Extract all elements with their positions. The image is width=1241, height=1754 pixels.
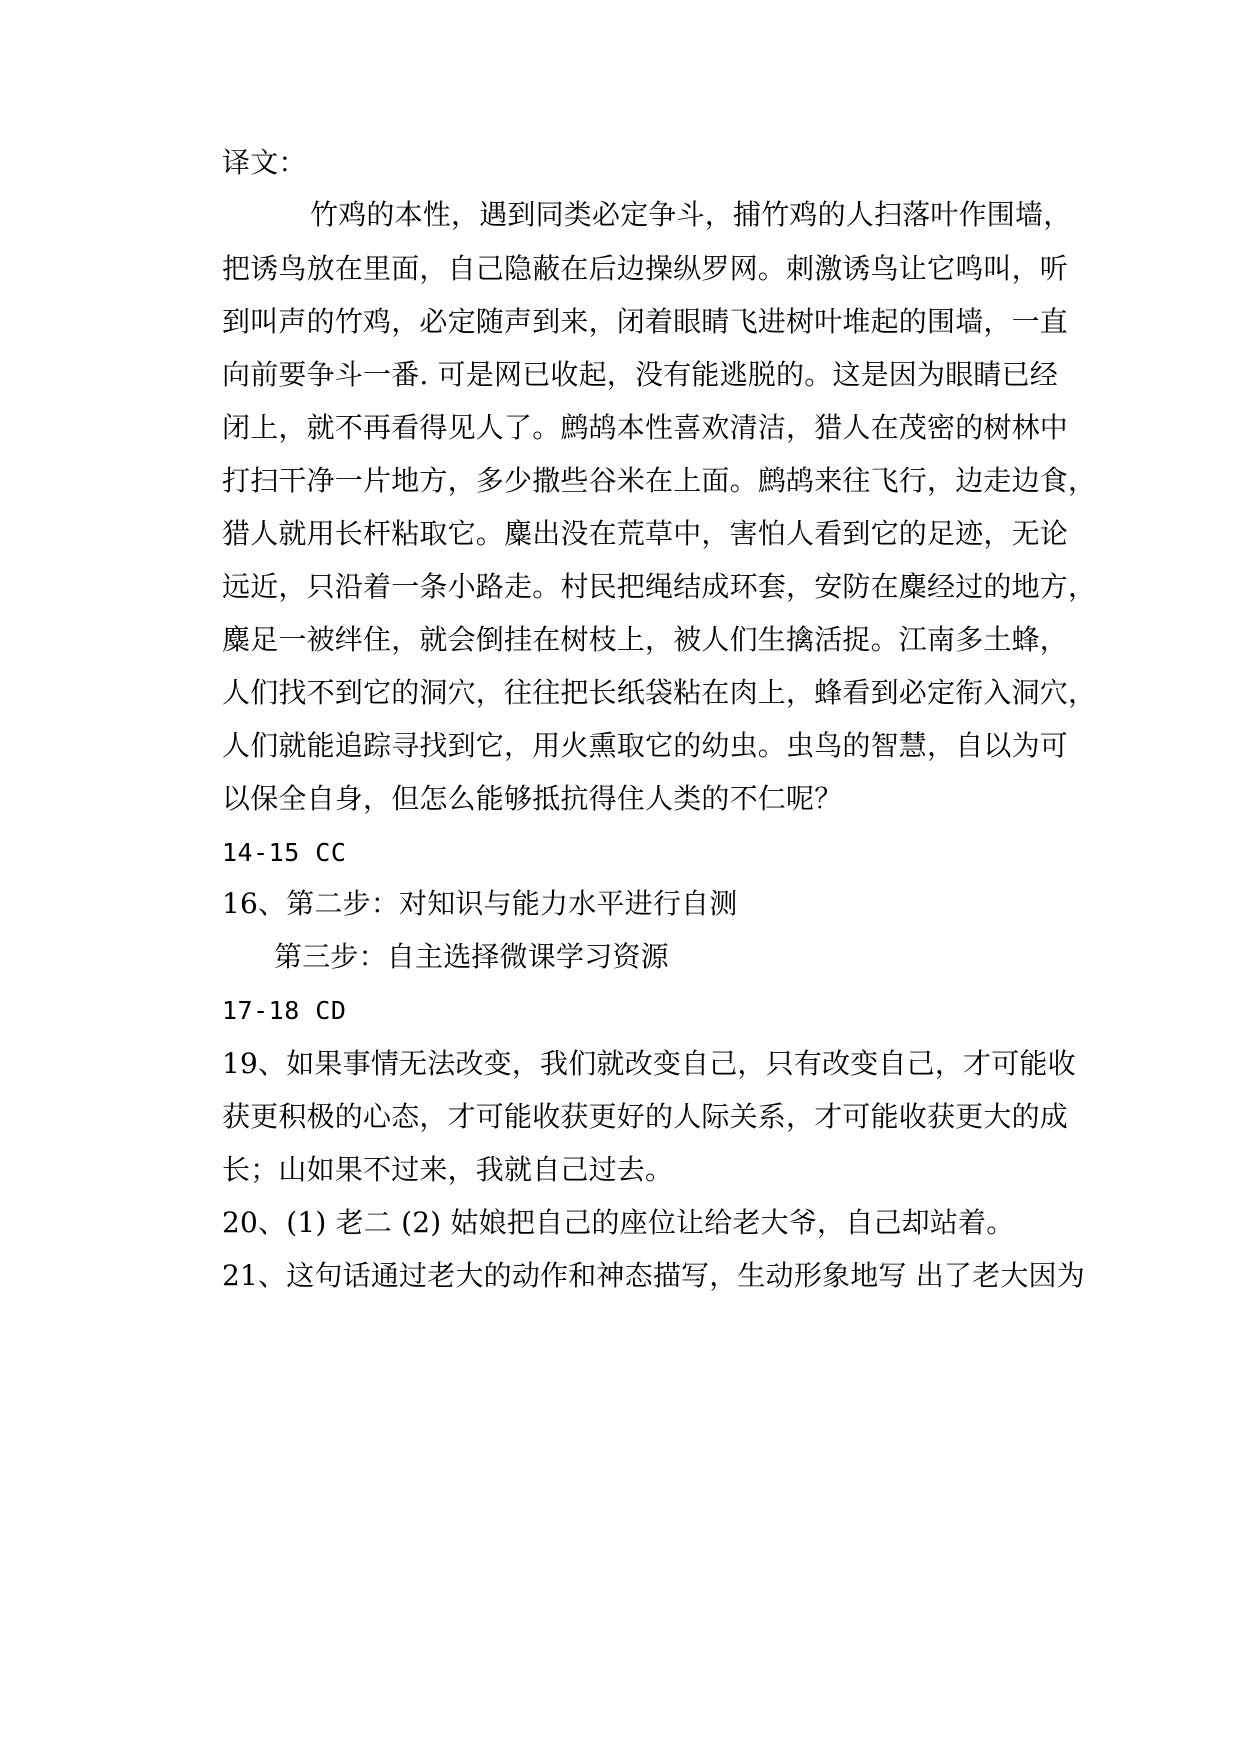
- translation-line-6: 打扫干净一片地方，多少撒些谷米在上面。鹧鸪来往飞行，边走边食，: [222, 464, 1097, 497]
- answer-16-step-2: 16、第二步：对知识与能力水平进行自测: [222, 887, 738, 920]
- translation-line-12: 以保全自身，但怎么能够抵抗得住人类的不仁呢？: [222, 782, 843, 815]
- translation-line-11: 人们就能追踪寻找到它，用火熏取它的幼虫。虫鸟的智慧，自以为可: [222, 729, 1069, 762]
- translation-heading: 译文：: [222, 146, 307, 179]
- translation-line-9: 麋足一被绊住，就会倒挂在树枝上，被人们生擒活捉。江南多土蜂，: [222, 623, 1069, 656]
- translation-line-2: 把诱鸟放在里面，自己隐蔽在后边操纵罗网。刺激诱鸟让它鸣叫，听: [222, 252, 1069, 285]
- answer-20: 20、(1) 老二 (2) 姑娘把自己的座位让给老大爷，自己却站着。: [222, 1206, 1015, 1239]
- answer-17-18: 17-18 CD: [222, 996, 347, 1025]
- translation-line-5: 闭上，就不再看得见人了。鹧鸪本性喜欢清洁，猎人在茂密的树林中: [222, 411, 1069, 444]
- translation-line-8: 远近，只沿着一条小路走。村民把绳结成环套，安防在麋经过的地方，: [222, 570, 1097, 603]
- translation-line-10: 人们找不到它的洞穴，往往把长纸袋粘在肉上，蜂看到必定衔入洞穴，: [222, 676, 1097, 709]
- answer-14-15: 14-15 CC: [222, 838, 347, 867]
- answer-19-line-1: 19、如果事情无法改变，我们就改变自己，只有改变自己，才可能收: [222, 1047, 1076, 1080]
- answer-19-line-2: 获更积极的心态，才可能收获更好的人际关系，才可能收获更大的成: [222, 1100, 1069, 1133]
- answer-16-step-3: 第三步：自主选择微课学习资源: [274, 940, 669, 973]
- translation-line-7: 猎人就用长杆粘取它。麋出没在荒草中，害怕人看到它的足迹，无论: [222, 517, 1069, 550]
- answer-21: 21、这句话通过老大的动作和神态描写，生动形象地写 出了老大因为: [222, 1259, 1085, 1292]
- translation-line-4: 向前要争斗一番. 可是网已收起，没有能逃脱的。这是因为眼睛已经: [222, 358, 1059, 391]
- answer-19-line-3: 长；山如果不过来，我就自己过去。: [222, 1153, 674, 1186]
- translation-line-1: 竹鸡的本性，遇到同类必定争斗，捕竹鸡的人扫落叶作围墙，: [310, 198, 1072, 231]
- translation-line-3: 到叫声的竹鸡，必定随声到来，闭着眼睛飞进树叶堆起的围墙，一直: [222, 305, 1069, 338]
